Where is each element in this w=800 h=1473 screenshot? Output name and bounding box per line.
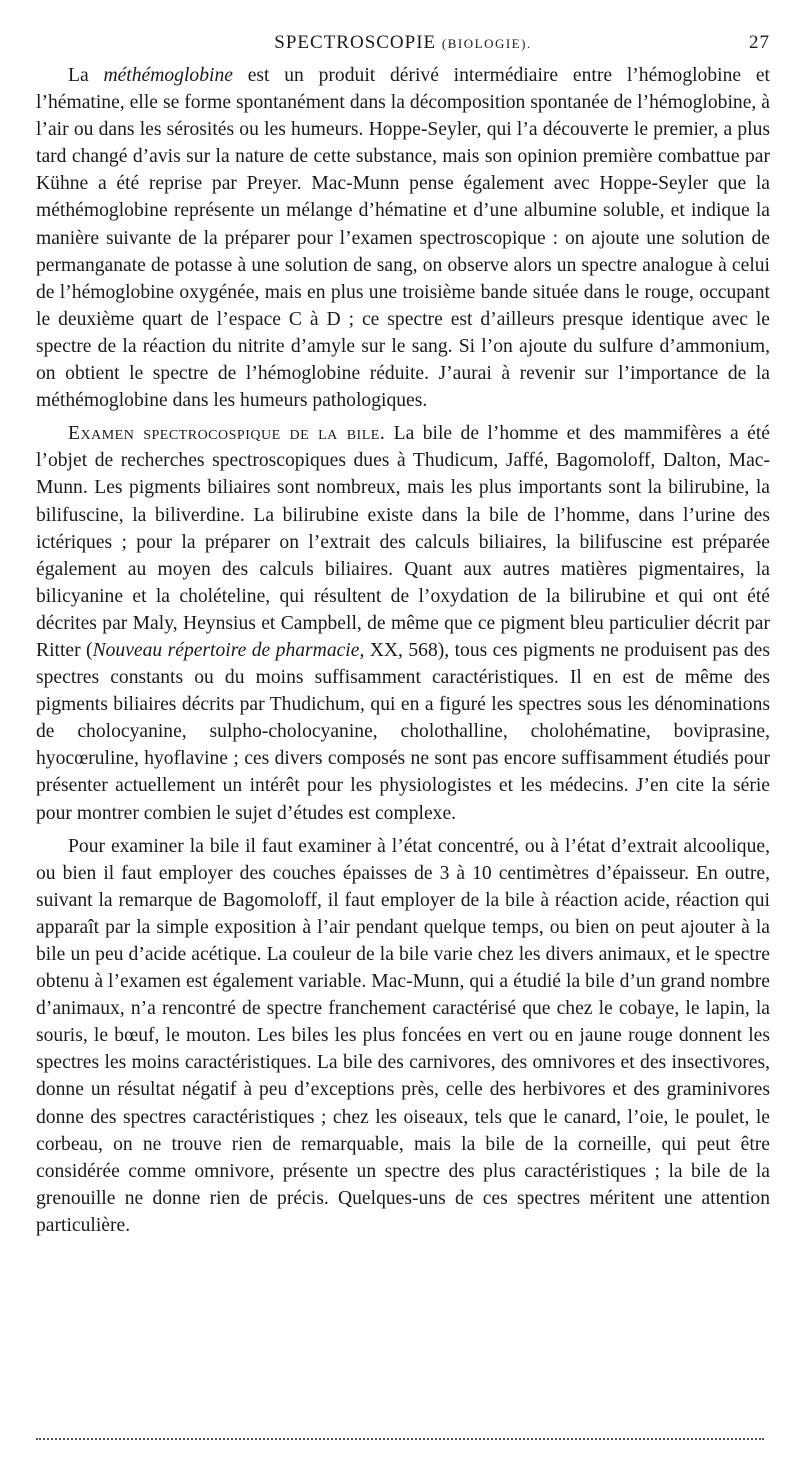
page-number: 27: [749, 32, 770, 53]
header-subtitle: (BIOLOGIE).: [441, 36, 532, 51]
term-methemoglobine: méthémoglobine: [103, 65, 233, 86]
running-title: [36, 32, 770, 54]
running-head: [36, 28, 770, 62]
footer-dotted-rule: [36, 1438, 764, 1440]
body-text: [36, 62, 770, 1239]
paragraph-text: Pour examiner la bile il faut examiner à l’état concentré, ou à l’état d’extrait alcoolique, ou bien il faut employer des couches épaisses de 3 à 10 centimètres d’épaisseur. En outre, suivant la remarque de Bagomoloff, il faut employer de la bile à réaction acide, réaction qui apparaît par la simple exposition à l’air pendant quelque temps, ou bien on peut ajouter à la bile un peu d’acide acétique. La couleur de la bile varie chez les divers animaux, et le spectre obtenu à l’examen est également variable. Mac-Munn, qui a étudié la bile d’un grand nombre d’animaux, n’a rencontré de spectre franchement caractérisé que chez le cobaye, le lapin, la souris, le bœuf, le mouton. Les biles les plus foncées en vert ou en jaune rouge donnent les spectres les moins caractéristiques. La bile des carnivores, des omnivores et des insectivores, donne un résultat négatif à peu d’exceptions près, celle des herbivores et des graminivores donne des spectres caractéristiques ; chez les oiseaux, tels que le canard, l’oie, le poulet, le corbeau, on ne trouve rien de remarquable, mais la bile de la corneille, qui peut être considérée comme omnivore, présente un spectre des plus caractéristiques ; la bile de la grenouille ne donne rien de précis. Quelques-uns de ces spectres méritent une attention particulière.: [36, 835, 770, 1236]
paragraph-text: La bile de l’homme et des mammifères a été l’objet de recherches spectroscopiques dues à Thudicum, Jaffé, Bagomoloff, Dalton, Mac-Munn. Les pigments biliaires sont nombreux, mais les plus importants sont la bilirubine, la bilifuscine, la biliverdine. La bilirubine existe dans la bile de l’homme, dans l’urine des ictériques ; pour la préparer on l’extrait des calculs biliaires, la bilifuscine est préparée également au moyen des calculs biliaires. Quant aux autres matières pigmentaires, la bilicyanine et la cholételine, qui résultent de l’oxydation de la bilirubine et qui ont été décrites par Maly, Heynsius et Campbell, de même que ce pigment bleu particulier décrit par Ritter (: [36, 423, 770, 661]
citation-title: Nouveau répertoire de pharmacie: [92, 639, 360, 661]
page: [36, 28, 770, 1245]
paragraph-examen-bile: [36, 420, 770, 826]
paragraph-text: est un produit dérivé intermédiaire entre l’hémoglobine et l’hématine, elle se forme spontanément dans la décomposition spontanée de l’hémoglobine, à l’air ou dans les sérosités ou les humeurs. Hoppe-Seyler, qui l’a découverte le premier, a plus tard changé d’avis sur la nature de cette substance, mais son opinion première combattue par Kühne a été reprise par Preyer. Mac-Munn pense également avec Hoppe-Seyler que la méthémoglobine représente un mélange d’hématine et d’une albumine soluble, et indique la manière suivante de la préparer pour l’examen spectroscopique : on ajoute une solution de permanganate de potasse à une solution de sang, on observe alors un spectre analogue à celui de l’hémoglobine oxygénée, mais en plus une troisième bande située dans le rouge, occupant le deuxième quart de l’espace C à D ; ce spectre est d’ailleurs presque identique avec le spectre de la réaction du nitrite d’amyle sur le sang. Si l’on ajoute du sulfure d’ammonium, on obtient le spectre de l’hémoglobine réduite. J’aurai à revenir sur l’importance de la méthémoglobine dans les humeurs pathologiques.: [36, 65, 770, 412]
section-heading: Examen spectrocospique de la bile.: [68, 423, 386, 445]
paragraph-methemoglobine: [36, 62, 770, 414]
paragraph-lead: La: [68, 65, 104, 86]
header-title: SPECTROSCOPIE: [274, 32, 437, 53]
paragraph-examiner-bile: [36, 833, 770, 1239]
paragraph-text: , XX, 568), tous ces pigments ne produisent pas des spectres constants ou du moins suffisamment caractéristiques. Il en est de même des pigments biliaires décrits par Thudichum, qui en a figuré les spectres sous les dénominations de cholocyanine, sulpho-cholocyanine, cholothalline, cholohématine, boviprasine, hyocœruline, hyoflavine ; ces divers composés ne sont pas encore suffisamment étudiés pour présenter actuellement un intérêt pour les physiologistes et les médecins. J’en cite la série pour montrer combien le sujet d’études est complexe.: [36, 639, 771, 824]
